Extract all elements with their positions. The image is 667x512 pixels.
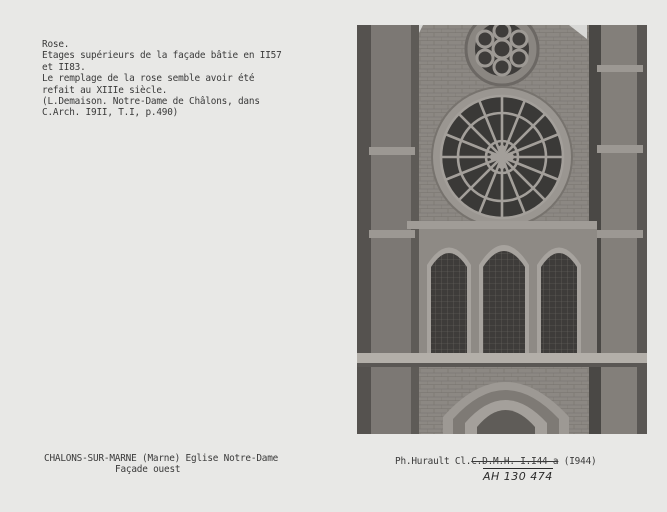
photo-credit: [395, 456, 596, 467]
caption-line: C.Arch. I9II, T.I, p.490): [42, 107, 179, 119]
caption-line: et II83.: [42, 61, 86, 73]
caption-line: Rose.: [42, 39, 70, 50]
credit-year: (I944): [563, 456, 597, 467]
caption-line: refait au XIIIe siècle.: [42, 84, 168, 96]
location-caption: [44, 453, 278, 475]
location-line: CHALONS-SUR-MARNE (Marne) Eglise Notre-Dame: [44, 453, 279, 464]
credit-struck: C.D.M.H. I.I44 a: [471, 456, 559, 467]
caption-line: (L.Demaison. Notre-Dame de Châlons, dans: [42, 96, 260, 108]
caption-block: [42, 39, 342, 119]
location-subline: Façade ouest: [115, 464, 181, 475]
caption-line: Le remplage de la rose semble avoir été: [42, 73, 255, 85]
handwritten-reference: AH 130 474: [483, 470, 553, 483]
credit-prefix: Ph.Hurault Cl.: [395, 456, 472, 467]
facade-drawing: [357, 25, 647, 434]
caption-line: Etages supérieurs de la façade bâtie en II57: [42, 50, 282, 62]
facade-photograph: [357, 25, 647, 434]
